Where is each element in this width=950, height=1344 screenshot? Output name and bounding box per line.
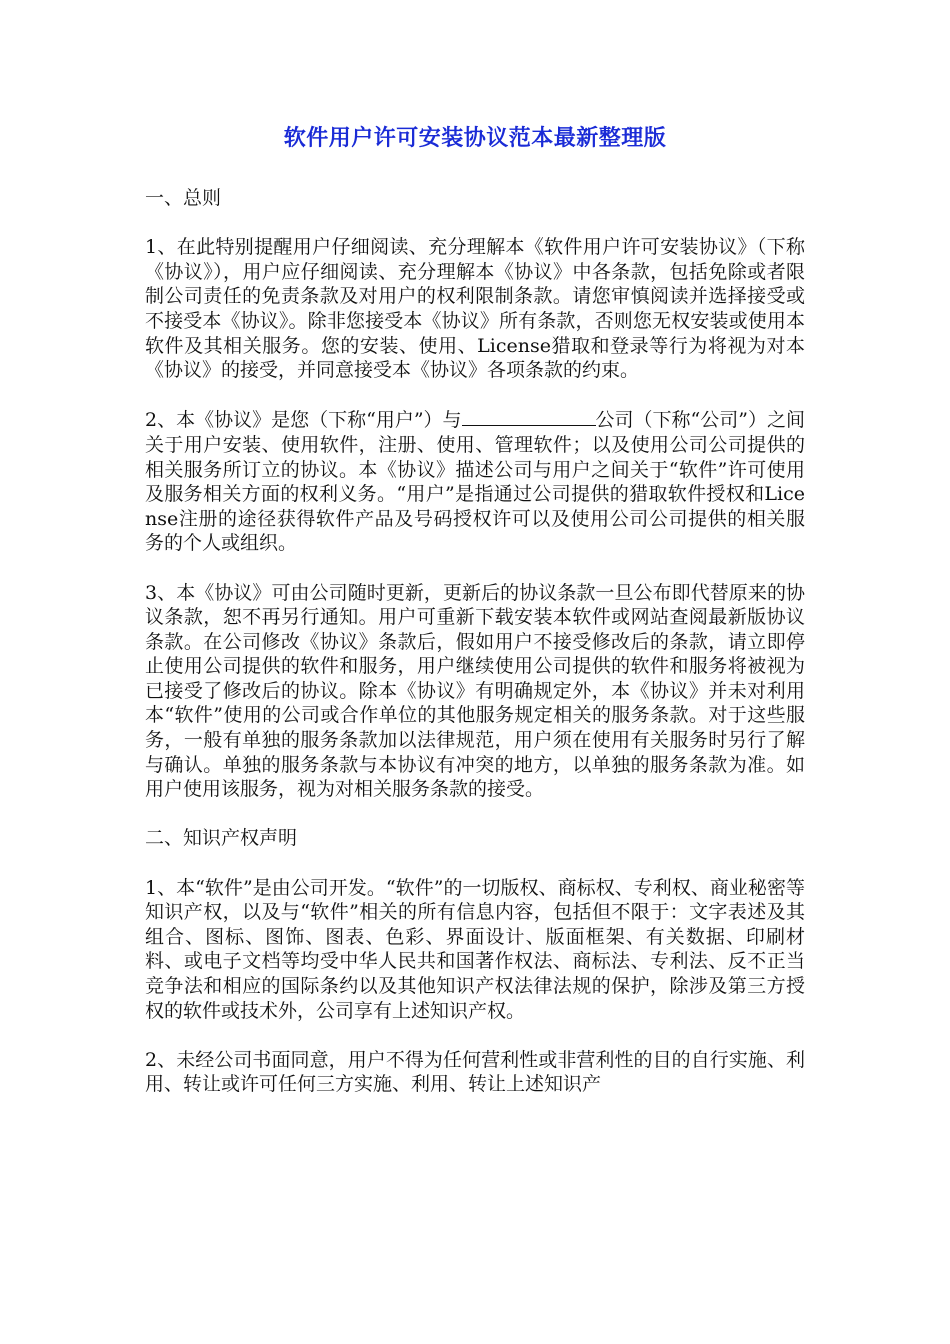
section-heading-ip: 二、知识产权声明 [145, 827, 298, 850]
document-body [145, 186, 805, 1122]
paragraph-ip-1: 1、本“软件”是由公司开发。“软件”的一切版权、商标权、专利权、商业秘密等知识产权，以及与“软件”相关的所有信息内容，包括但不限于：文字表述及其组合、图标、图饰、图表、色彩、界面设计、版面框架、有关数据、印刷材料、或电子文档等均受中华人民共和国著作权法、商标法、专利法、反不正当竞争法和相应的国际条约以及其他知识产权法律法规的保护，除涉及第三方授权的软件或技术外，公司享有上述知识产权。 [145, 876, 805, 1022]
company-name-blank [462, 407, 596, 426]
paragraph-general-2 [145, 407, 805, 556]
paragraph-general-2-after: 公司（下称“公司”）之间关于用户安装、使用软件，注册、使用、管理软件；以及使用公司公司提供的相关服务所订立的协议。本《协议》描述公司与用户之间关于“软件”许可使用及服务相关方面的权利义务。“用户”是指通过公司提供的猎取软件授权和License注册的途径获得软件产品及号码授权许可以及使用公司公司提供的相关服务的个人或组织。 [145, 409, 805, 555]
paragraph-general-1: 1、在此特别提醒用户仔细阅读、充分理解本《软件用户许可安装协议》（下称《协议》），用户应仔细阅读、充分理解本《协议》中各条款，包括免除或者限制公司责任的免责条款及对用户的权利限制条款。请您审慎阅读并选择接受或不接受本《协议》。除非您接受本《协议》所有条款，否则您无权安装或使用本软件及其相关服务。您的安装、使用、License猎取和登录等行为将视为对本《协议》的接受，并同意接受本《协议》各项条款的约束。 [145, 236, 805, 382]
section-heading-general: 一、总则 [145, 187, 222, 209]
paragraph-general-2-before: 2、本《协议》是您（下称“用户”）与 [145, 409, 462, 432]
paragraph-ip-2: 2、未经公司书面同意，用户不得为任何营利性或非营利性的目的自行实施、利用、转让或许可任何三方实施、利用、转让上述知识产 [145, 1048, 805, 1096]
paragraph-general-3: 3、本《协议》可由公司随时更新，更新后的协议条款一旦公布即代替原来的协议条款，恕不再另行通知。用户可重新下载安装本软件或网站查阅最新版协议条款。在公司修改《协议》条款后，假如用户不接受修改后的条款，请立即停止使用公司提供的软件和服务，用户继续使用公司提供的软件和服务将被视为已接受了修改后的协议。除本《协议》有明确规定外，本《协议》并未对利用本“软件”使用的公司或合作单位的其他服务规定相关的服务条款。对于这些服务，一般有单独的服务条款加以法律规范，用户须在使用有关服务时另行了解与确认。单独的服务条款与本协议有冲突的地方，以单独的服务条款为准。如用户使用该服务，视为对相关服务条款的接受。 [145, 581, 805, 801]
document-title: 软件用户许可安装协议范本最新整理版 [283, 126, 667, 151]
